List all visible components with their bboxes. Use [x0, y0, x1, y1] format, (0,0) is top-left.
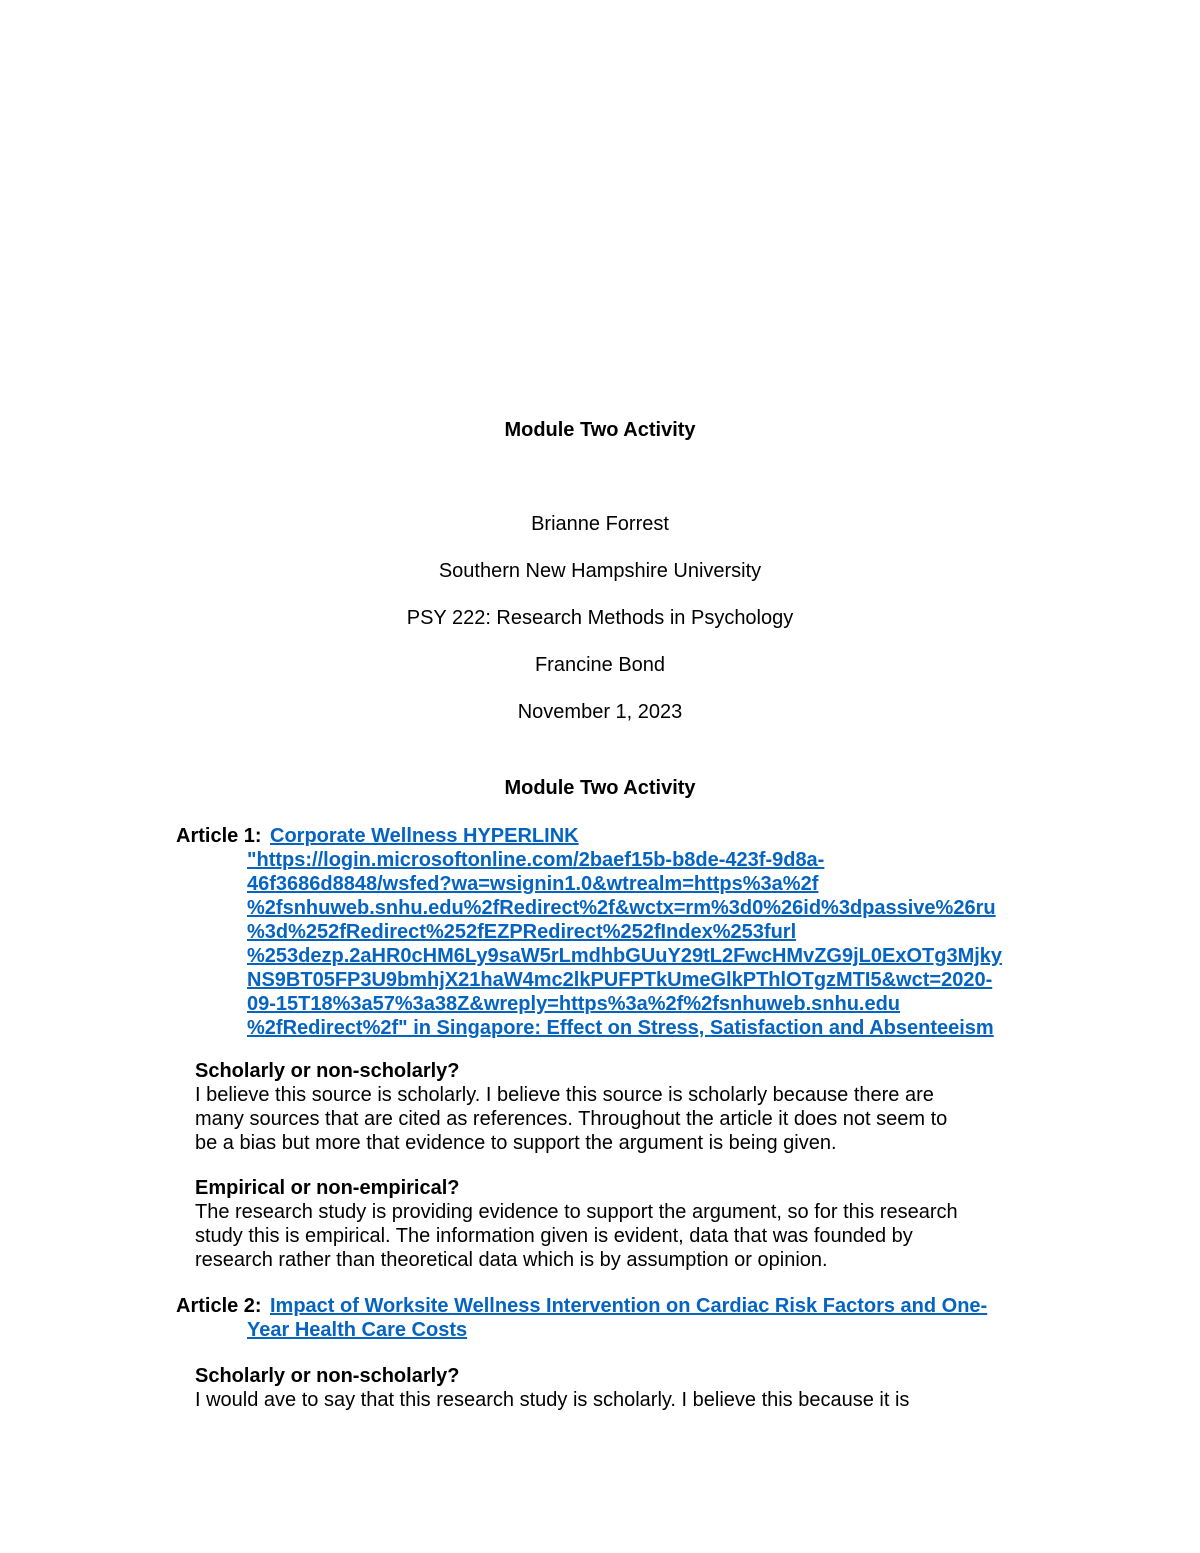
article-1-link-line[interactable]: "https://login.microsoftonline.com/2baef15b-b8de-423f-9d8a- [247, 849, 825, 871]
article-1-scholarly-text: I believe this source is scholarly. I believe this source is scholarly because there are [195, 1084, 934, 1106]
instructor-name: Francine Bond [534, 654, 666, 676]
article-1-empirical-text: research rather than theoretical data which is by assumption or opinion. [195, 1249, 828, 1271]
page-title: Module Two Activity [504, 419, 696, 441]
article-1-link-line[interactable]: NS9BT05FP3U9bmhjX21haW4mc2lkPUFPTkUmeGlkPThlOTgzMTI5&wct=2020- [247, 969, 993, 991]
article-1-link-line[interactable]: %2fsnhuweb.snhu.edu%2fRedirect%2f&wctx=rm%3d0%26id%3dpassive%26ru [247, 897, 996, 919]
article-1-empirical-text: study this is empirical. The information given is evident, data that was founded by [195, 1225, 913, 1247]
article-2-label: Article 2: [176, 1295, 262, 1317]
article-1-empirical-heading: Empirical or non-empirical? [195, 1177, 460, 1199]
article-1-label: Article 1: [176, 825, 262, 847]
article-1-link-line[interactable]: %253dezp.2aHR0cHM6Ly9saW5rLmdhbGUuY29tL2FwcHMvZG9jL0ExOTg3Mjky [247, 945, 1003, 967]
institution-name: Southern New Hampshire University [438, 560, 762, 582]
article-2-scholarly-heading: Scholarly or non-scholarly? [195, 1365, 460, 1387]
article-1-link-line[interactable]: Corporate Wellness HYPERLINK [270, 825, 579, 847]
article-1-scholarly-text: many sources that are cited as references. Throughout the article it does not seem to [195, 1108, 948, 1130]
article-1-scholarly-heading: Scholarly or non-scholarly? [195, 1060, 460, 1082]
article-1-empirical-text: The research study is providing evidence to support the argument, so for this research [195, 1201, 958, 1223]
article-2-scholarly-text: I would ave to say that this research study is scholarly. I believe this because it is [195, 1389, 910, 1411]
course-name: PSY 222: Research Methods in Psychology [406, 607, 794, 629]
author-name: Brianne Forrest [531, 513, 669, 535]
body-heading: Module Two Activity [504, 777, 696, 799]
document-date: November 1, 2023 [517, 701, 683, 723]
article-2-link-line[interactable]: Impact of Worksite Wellness Intervention on Cardiac Risk Factors and One- [270, 1295, 988, 1317]
article-1-link-line[interactable]: %2fRedirect%2f" in Singapore: Effect on Stress, Satisfaction and Absenteeism [247, 1017, 994, 1039]
article-1-scholarly-text: be a bias but more that evidence to support the argument is being given. [195, 1132, 837, 1154]
article-2-link-line[interactable]: Year Health Care Costs [247, 1319, 468, 1341]
article-1-link-line[interactable]: 46f3686d8848/wsfed?wa=wsignin1.0&wtrealm=https%3a%2f [247, 873, 819, 895]
article-1-link-line[interactable]: 09-15T18%3a57%3a38Z&wreply=https%3a%2f%2fsnhuweb.snhu.edu [247, 993, 901, 1015]
article-1-link-line[interactable]: %3d%252fRedirect%252fEZPRedirect%252fIndex%253furl [247, 921, 797, 943]
